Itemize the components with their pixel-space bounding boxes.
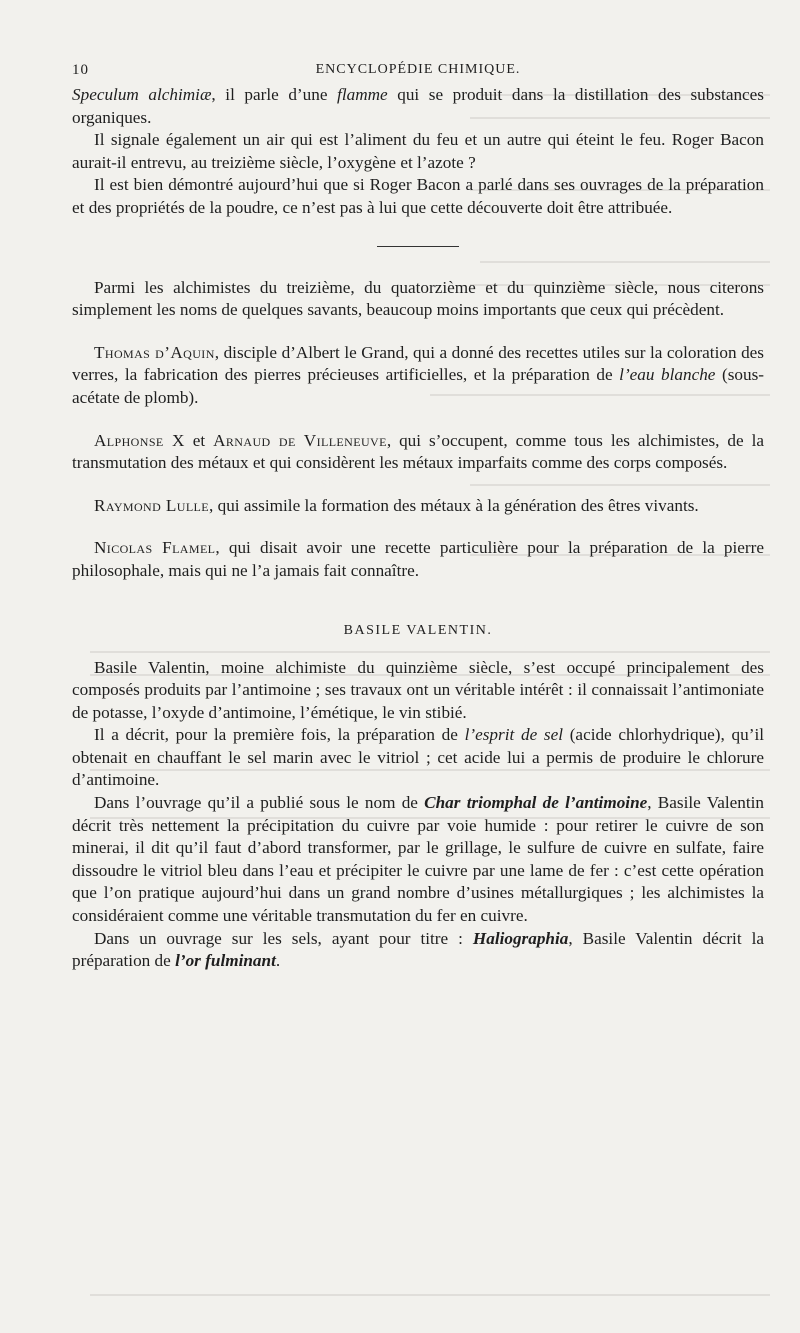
entry-raymond-lulle: Raymond Lulle, qui assimile la formation des métaux à la génération des êtres vivants. [94, 495, 699, 515]
document-page [72, 58, 764, 973]
entry-nicolas-flamel: Nicolas Flamel, qui disait avoir une recette particulière pour la préparation de la pierre philosophale, mais qui ne l’a jamais fait connaître. [72, 538, 764, 580]
paragraph-basile-2: Il a décrit, pour la première fois, la préparation de l’esprit de sel (acide chlorhydrique), qu’il obtenait en chauffant le sel marin avec le vitriol ; cet acide lui a permis de produire le chlorure d’antimoine. [72, 725, 765, 790]
section-title-basile: BASILE VALENTIN. [343, 622, 493, 638]
name-raymond: Raymond Lulle [94, 495, 210, 515]
name-arnaud: Arnaud de Villeneuve [213, 430, 387, 450]
term-or-fulminant: l’or fulminant [175, 951, 276, 971]
name-alphonse: Alphonse X [94, 430, 185, 450]
section-divider [377, 246, 459, 247]
book-title-char-triomphal: Char triomphal de l’antimoine [424, 793, 648, 813]
book-title-haliographia: Haliographia [472, 928, 569, 948]
name-thomas: Thomas d’Aquin [94, 342, 215, 362]
page-header [72, 58, 764, 84]
paragraph-alchimistes-intro: Parmi les alchimistes du treizième, du quatorzième et du quinzième siècle, nous citerons simplement les noms de quelques savants, beaucoup moins importants que ceux qui précèdent. [72, 277, 764, 320]
paragraph-basile-4: Dans un ouvrage sur les sels, ayant pour titre : Haliographia, Basile Valentin décrit la préparation de l’or fulminant. [72, 928, 764, 971]
paragraph-basile-1: Basile Valentin, moine alchimiste du quinzième siècle, s’est occupé principalement des composés produits par l’antimoine ; ses travaux ont un véritable intérêt : il connaissait l’antimoniate de potasse, l’oxyde d’antimoine, l’émétique, le vin stibié. [72, 657, 764, 722]
paragraph-air: Il signale également un air qui est l’aliment du feu et un autre qui éteint le feu. Roger Bacon aurait-il entrevu, au treizième siècle, l’oxygène et l’azote ? [72, 130, 764, 172]
term-flamme: flamme [337, 85, 388, 104]
running-title: ENCYCLOPÉDIE CHIMIQUE. [315, 62, 521, 77]
term-esprit-de-sel: l’esprit de sel [464, 725, 563, 745]
book-title: Speculum alchimiæ [72, 85, 212, 104]
paragraph-basile-3: Dans l’ouvrage qu’il a publié sous le nom de Char triomphal de l’antimoine, Basile Valentin décrit très nettement la précipitation du cuivre par voie humide : pour retirer le cuivre de son minerai, il dit qu’il faut d’abord transformer, par le grillage, le sulfure de cuivre en sulfate, faire dissoudre le vitriol bleu dans l’eau et précipiter le cuivre par une lame de fer : c’est cette opération que l’on pratique aujourd’hui dans un grand nombre d’usines métallurgiques ; les alchimistes la considéraient comme une véritable transmutation du fer en cuivre. [72, 793, 764, 926]
entry-alphonse-arnaud: Alphonse X et Arnaud de Villeneuve, qui s’occupent, comme tous les alchimistes, de la transmutation des métaux et qui considèrent les métaux imparfaits comme des corps composés. [72, 430, 765, 473]
entry-thomas-daquin: Thomas d’Aquin, disciple d’Albert le Grand, qui a donné des recettes utiles sur la coloration des verres, la fabrication des pierres précieuses artificielles, et la préparation de l’eau blanche (sous-acétate de plomb). [72, 342, 764, 407]
page-number: 10 [72, 62, 89, 78]
paragraph-poudre: Il est bien démontré aujourd’hui que si Roger Bacon a parlé dans ses ouvrages de la préparation et des propriétés de la poudre, ce n’est pas à lui que cette découverte doit être attribuée. [72, 175, 764, 217]
term-eau-blanche: l’eau blanche [619, 365, 716, 385]
paragraph-speculum: Speculum alchimiæ, il parle d’une flamme qui se produit dans la distillation des substances organiques. [72, 85, 764, 127]
name-nicolas: Nicolas Flamel [94, 538, 216, 558]
